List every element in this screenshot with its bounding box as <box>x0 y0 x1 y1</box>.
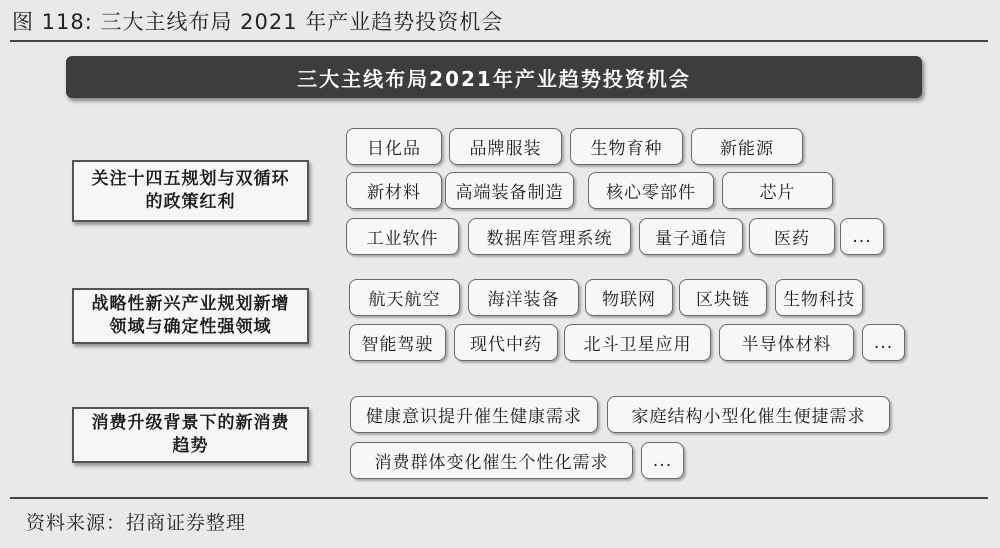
item-chip: 日化品 <box>346 128 442 165</box>
item-chip: 北斗卫星应用 <box>564 324 711 361</box>
item-chip: 海洋装备 <box>468 279 579 316</box>
item-chip: 工业软件 <box>346 218 459 255</box>
item-chip: 医药 <box>749 218 835 255</box>
banner-title: 三大主线布局2021年产业趋势投资机会 <box>66 56 922 98</box>
ellipsis-chip: ... <box>862 324 905 361</box>
item-chip: 数据库管理系统 <box>468 218 631 255</box>
item-chip: 区块链 <box>679 279 767 316</box>
top-divider <box>10 40 988 42</box>
item-chip: 新能源 <box>691 128 803 165</box>
item-chip: 量子通信 <box>639 218 743 255</box>
group-label-emerging: 战略性新兴产业规划新增领域与确定性强领域 <box>72 288 309 344</box>
source-note: 资料来源：招商证券整理 <box>26 512 247 534</box>
item-chip: 智能驾驶 <box>349 324 446 361</box>
item-chip: 物联网 <box>585 279 673 316</box>
item-chip: 品牌服装 <box>449 128 562 165</box>
item-chip: 航天航空 <box>349 279 460 316</box>
item-chip: 现代中药 <box>454 324 558 361</box>
group-label-policy: 关注十四五规划与双循环的政策红利 <box>72 160 309 222</box>
item-chip: 生物科技 <box>775 279 863 316</box>
item-chip: 消费群体变化催生个性化需求 <box>350 442 633 479</box>
item-chip: 生物育种 <box>570 128 683 165</box>
group-label-consumption: 消费升级背景下的新消费趋势 <box>72 407 309 463</box>
ellipsis-chip: ... <box>641 442 684 479</box>
item-chip: 家庭结构小型化催生便捷需求 <box>607 396 890 433</box>
item-chip: 新材料 <box>346 172 442 209</box>
ellipsis-chip: ... <box>840 218 884 255</box>
item-chip: 高端装备制造 <box>445 172 574 209</box>
item-chip: 半导体材料 <box>719 324 854 361</box>
bottom-divider <box>10 497 988 499</box>
figure-title: 图 118: 三大主线布局 2021 年产业趋势投资机会 <box>12 10 504 34</box>
item-chip: 核心零部件 <box>588 172 714 209</box>
item-chip: 芯片 <box>722 172 833 209</box>
item-chip: 健康意识提升催生健康需求 <box>350 396 598 433</box>
